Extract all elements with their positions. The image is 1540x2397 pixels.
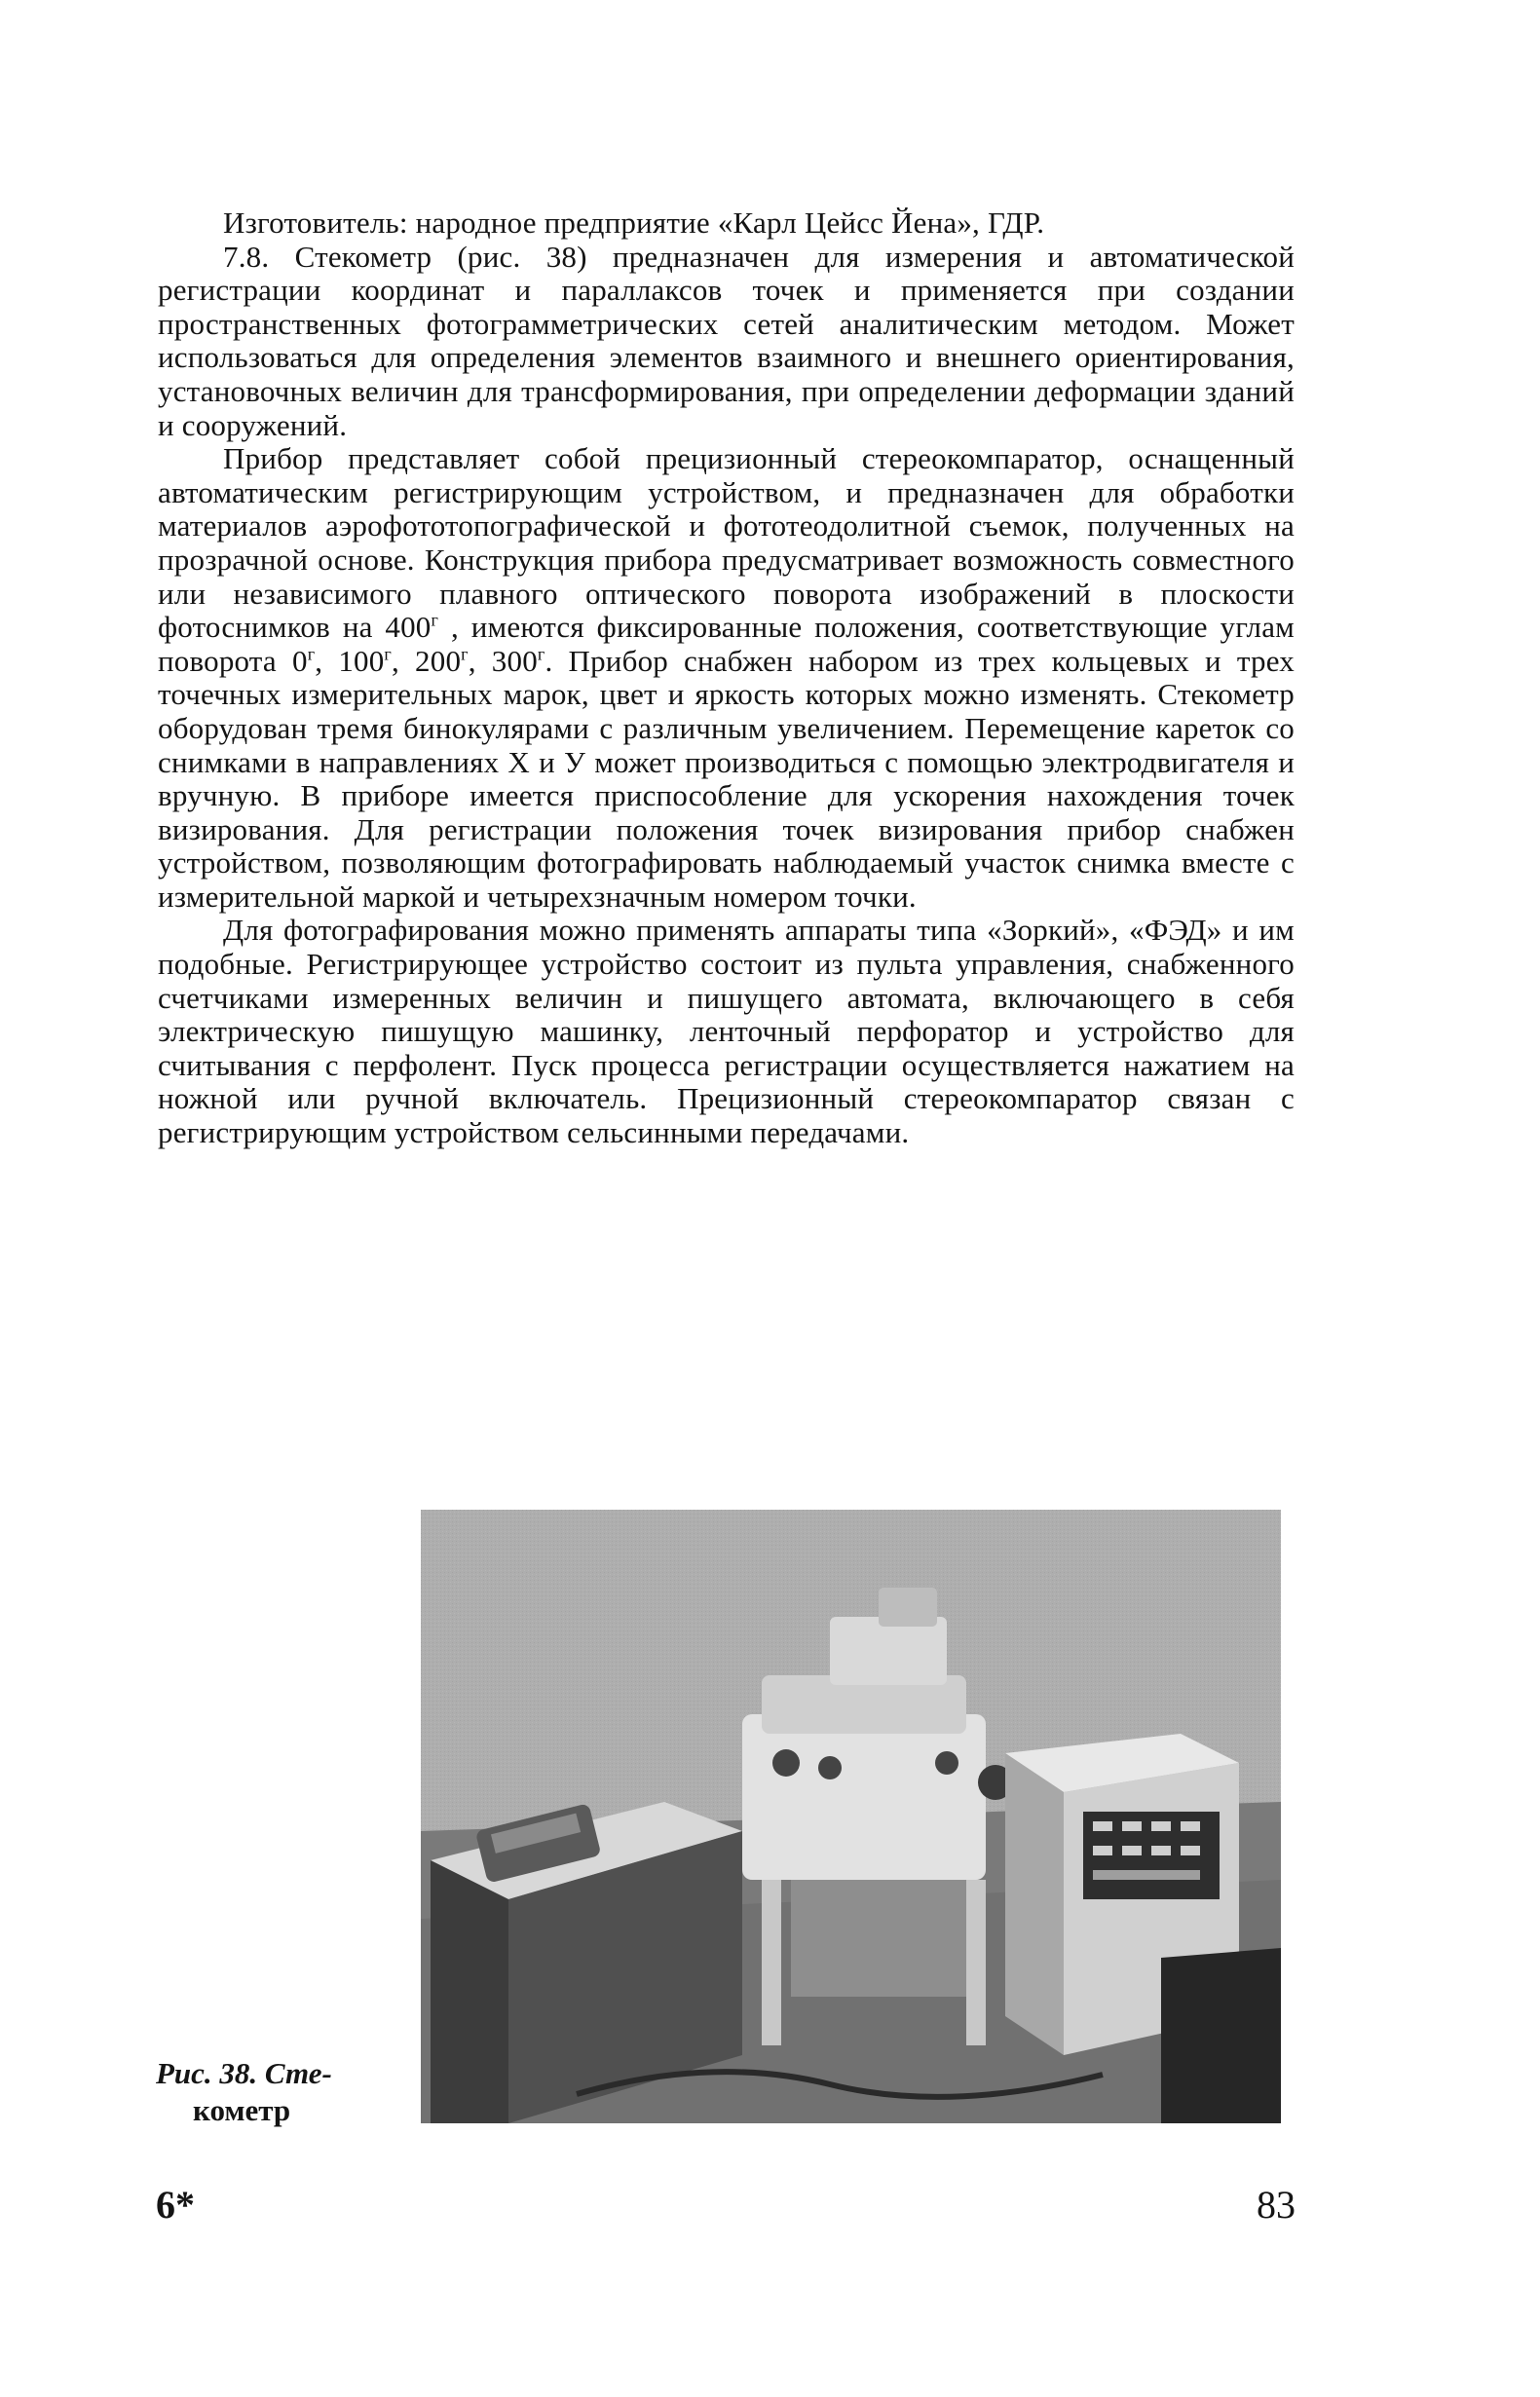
paragraph-registration: Для фотографирования можно применять аппараты типа «Зоркий», «ФЭД» и им подобные. Регистрирующее устройство состоит из пульта управления, снабженного счетчиками измеренных величин и пишущего автомата, включающего в себя электрическую пишущую машинку, ленточный перфоратор и устройство для считывания с перфолент. Пуск процесса регистрации осуществляется нажатием на ножной или ручной включатель. Прецизионный стереокомпаратор связан с регистрирующим устройством сельсинными передачами.: [158, 913, 1295, 1150]
figure-photo: [421, 1510, 1281, 2123]
figure-caption: [156, 2055, 394, 2129]
grad-superscript: г: [384, 644, 393, 664]
stekometr-photo-illustration: [421, 1510, 1281, 2123]
grad-superscript: г: [537, 644, 545, 664]
paragraph-device-description: [158, 442, 1295, 914]
grad-superscript: г: [461, 644, 469, 664]
paragraph-stekometr-purpose: 7.8. Стекометр (рис. 38) предназначен для измерения и автоматической регистрации координат и параллаксов точек и применяется при создании пространственных фотограмметрических сетей аналитическим методом. Может использоваться для определения элементов взаимного и внешнего ориентирования, установочных величин для трансформирования, при определении деформации зданий и сооружений.: [158, 239, 1295, 442]
text-run: . Прибор снабжен набором из трех кольцевых и трех точечных измерительных марок, цвет и яркость которых можно изменять. Стекометр оборудован тремя бинокулярами с различным увеличением. Перемещение кареток со снимками в направлениях X и У может производиться с помощью электродвигателя и вручную. В приборе имеется приспособление для ускорения нахождения точек визирования. Для регистрации положения точек визирования прибор снабжен устройством, позволяющим фотографировать наблюдаемый участок снимка вместе с измерительной маркой и четырехзначным номером точки.: [158, 643, 1295, 914]
grad-superscript: г: [431, 610, 439, 630]
text-run: , имеются фиксированные положения, соответствующие углам поворота 0: [158, 610, 1295, 678]
caption-line: Рис. 38. Сте-: [156, 2056, 332, 2090]
text-run: Прибор представляет собой прецизионный стереокомпаратор, оснащенный автоматическим регистрирующим устройством, и предназначен для обработки материалов аэрофототопографической и фототеодолитной съемок, полученных на прозрачной основе. Конструкция прибора предусматривает возможность совместного или независимого плавного оптического поворота изображений в плоскости фотоснимков на 400: [158, 441, 1295, 645]
caption-line: кометр: [193, 2093, 291, 2127]
text-run: , 300: [468, 643, 538, 678]
text-run: , 100: [315, 643, 385, 678]
page-number: 83: [1257, 2183, 1296, 2227]
body-text: [158, 206, 1295, 1150]
text-run: , 200: [392, 643, 462, 678]
signature-mark: 6*: [156, 2183, 195, 2227]
paragraph-manufacturer: Изготовитель: народное предприятие «Карл Цейсс Йена», ГДР.: [223, 206, 1045, 240]
grad-superscript: г: [307, 644, 316, 664]
